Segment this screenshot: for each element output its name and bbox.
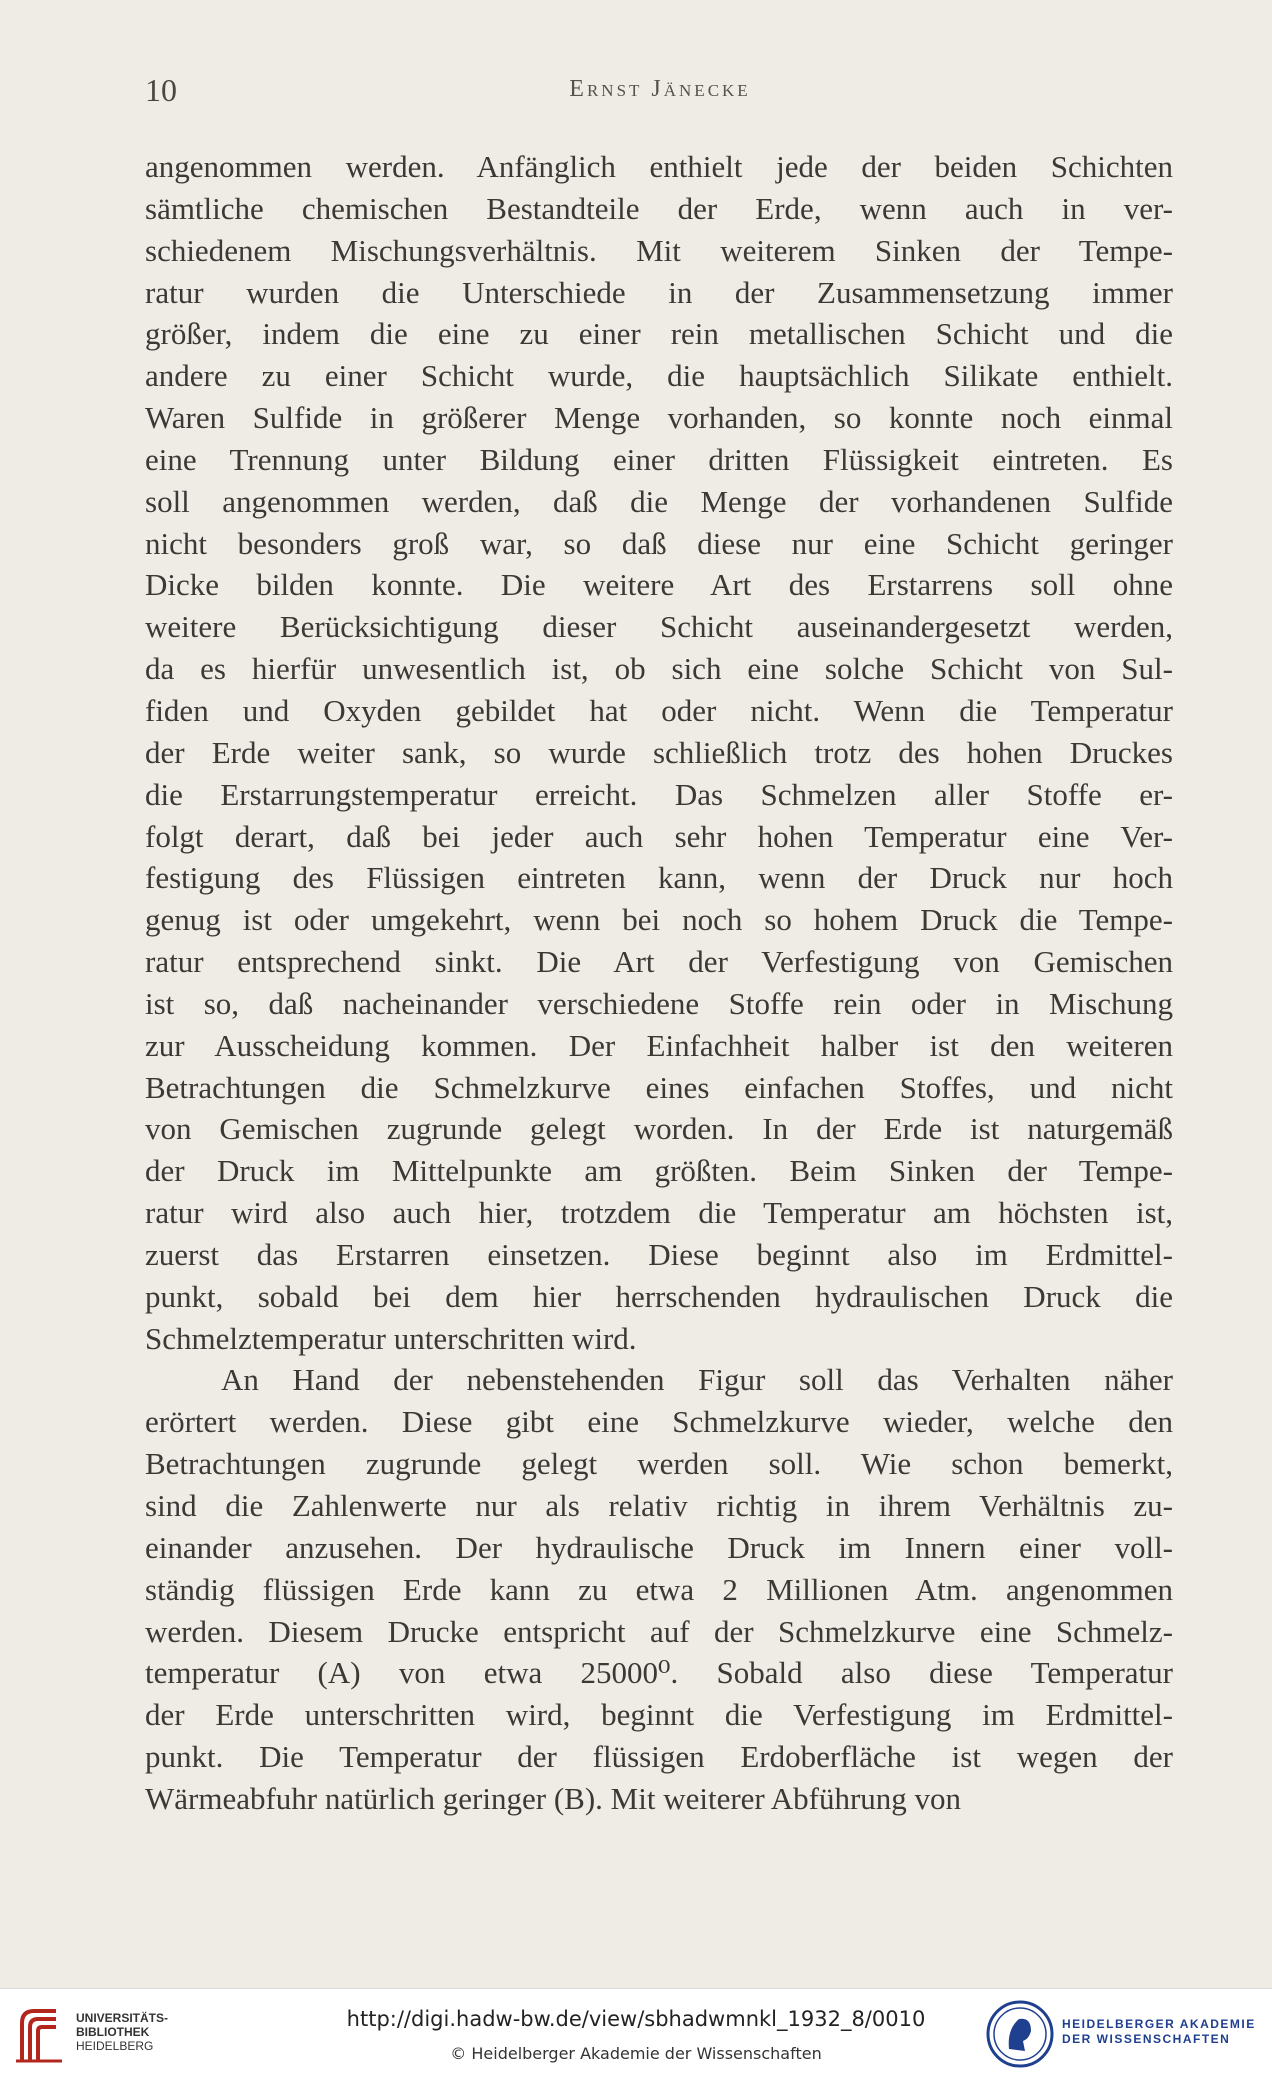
text-line: ratur wurden die Unterschiede in der Zusammensetzung immer (145, 274, 1173, 310)
text-line: der Erde weiter sank, so wurde schließlich trotz des hohen Druckes (145, 734, 1173, 770)
university-library-name: UNIVERSITÄTS- BIBLIOTHEK HEIDELBERG (76, 2011, 169, 2053)
text-line: zur Ausscheidung kommen. Der Einfachheit halber ist den weiteren (145, 1027, 1173, 1063)
body-text (145, 146, 1173, 1820)
text-line: ratur wird also auch hier, trotzdem die Temperatur am höchsten ist, (145, 1195, 1173, 1231)
text-line: größer, indem die eine zu einer rein metallischen Schicht und die (145, 316, 1173, 352)
text-line: angenommen werden. Anfänglich enthielt jede der beiden Schichten (145, 149, 1173, 184)
text-line: Betrachtungen die Schmelzkurve eines einfachen Stoffes, und nicht (145, 1069, 1173, 1105)
footer-bar (0, 1988, 1272, 2079)
text-line: von Gemischen zugrunde gelegt worden. In der Erde ist naturgemäß (145, 1111, 1173, 1147)
text-line: schiedenem Mischungsverhältnis. Mit weiterem Sinken der Tempe- (145, 232, 1173, 268)
text-line: temperatur (A) von etwa 25000⁰. Sobald also diese Temperatur (145, 1655, 1173, 1691)
text-line: soll angenommen werden, daß die Menge der vorhandenen Sulfide (145, 483, 1173, 519)
text-line: zuerst das Erstarren einsetzen. Diese beginnt also im Erdmittel- (145, 1236, 1173, 1272)
text-line: Waren Sulfide in größerer Menge vorhanden, so konnte noch einmal (145, 400, 1173, 436)
text-line: erörtert werden. Diese gibt eine Schmelzkurve wieder, welche den (145, 1404, 1173, 1440)
text-line: genug ist oder umgekehrt, wenn bei noch so hohem Druck die Tempe- (145, 902, 1173, 938)
text-line: eine Trennung unter Bildung einer dritten Flüssigkeit eintreten. Es (145, 441, 1173, 477)
text-line: weitere Berücksichtigung dieser Schicht auseinandergesetzt werden, (145, 609, 1173, 645)
text-line: einander anzusehen. Der hydraulische Druck im Innern einer voll- (145, 1529, 1173, 1565)
text-line: andere zu einer Schicht wurde, die hauptsächlich Silikate enthielt. (145, 358, 1173, 394)
text-line: folgt derart, daß bei jeder auch sehr hohen Temperatur eine Ver- (145, 818, 1173, 854)
text-line: die Erstarrungstemperatur erreicht. Das Schmelzen aller Stoffe er- (145, 776, 1173, 812)
text-line: Wärmeabfuhr natürlich geringer (B). Mit weiterer Abführung von (145, 1780, 962, 1816)
text-line: fiden und Oxyden gebildet hat oder nicht. Wenn die Temperatur (145, 692, 1173, 728)
page-header (145, 72, 1175, 112)
text-line: der Erde unterschritten wird, beginnt die Verfestigung im Erdmittel- (145, 1697, 1173, 1733)
text-line: ratur entsprechend sinkt. Die Art der Verfestigung von Gemischen (145, 944, 1173, 980)
paragraph-2 (145, 1359, 1173, 1819)
text-line: nicht besonders groß war, so daß diese nur eine Schicht geringer (145, 525, 1173, 561)
academy-seal-icon (985, 1999, 1055, 2069)
academy-name: HEIDELBERGER AKADEMIE DER WISSENSCHAFTEN (1062, 2017, 1256, 2046)
text-line: der Druck im Mittelpunkte am größten. Beim Sinken der Tempe- (145, 1153, 1173, 1189)
page-number: 10 (145, 72, 177, 108)
text-line: Schmelztemperatur unterschritten wird. (145, 1320, 637, 1356)
text-line: sind die Zahlenwerte nur als relativ richtig in ihrem Verhältnis zu- (145, 1488, 1173, 1523)
text-line: werden. Diesem Drucke entspricht auf der Schmelzkurve eine Schmelz- (145, 1613, 1173, 1649)
paragraph-1 (145, 146, 1173, 1359)
text-line: Dicke bilden konnte. Die weitere Art des Erstarrens soll ohne (145, 567, 1173, 603)
text-line: festigung des Flüssigen eintreten kann, wenn der Druck nur hoch (145, 860, 1173, 896)
text-line: ständig flüssigen Erde kann zu etwa 2 Millionen Atm. angenommen (145, 1571, 1173, 1607)
text-line: An Hand der nebenstehenden Figur soll das Verhalten näher (221, 1362, 1173, 1398)
text-line: sämtliche chemischen Bestandteile der Erde, wenn auch in ver- (145, 190, 1173, 226)
permalink-url[interactable]: http://digi.hadw-bw.de/view/sbhadwmnkl_1932_8/0010 (346, 2007, 926, 2031)
text-line: punkt, sobald bei dem hier herrschenden hydraulischen Druck die (145, 1278, 1173, 1314)
copyright-notice: © Heidelberger Akademie der Wissenschaften (450, 2044, 822, 2063)
text-line: punkt. Die Temperatur der flüssigen Erdoberfläche ist wegen der (145, 1739, 1173, 1775)
text-line: Betrachtungen zugrunde gelegt werden soll. Wie schon bemerkt, (145, 1446, 1173, 1482)
running-head: Ernst Jänecke (569, 76, 751, 102)
text-line: ist so, daß nacheinander verschiedene Stoffe rein oder in Mischung (145, 985, 1173, 1021)
text-line: da es hierfür unwesentlich ist, ob sich eine solche Schicht von Sul- (145, 651, 1173, 687)
